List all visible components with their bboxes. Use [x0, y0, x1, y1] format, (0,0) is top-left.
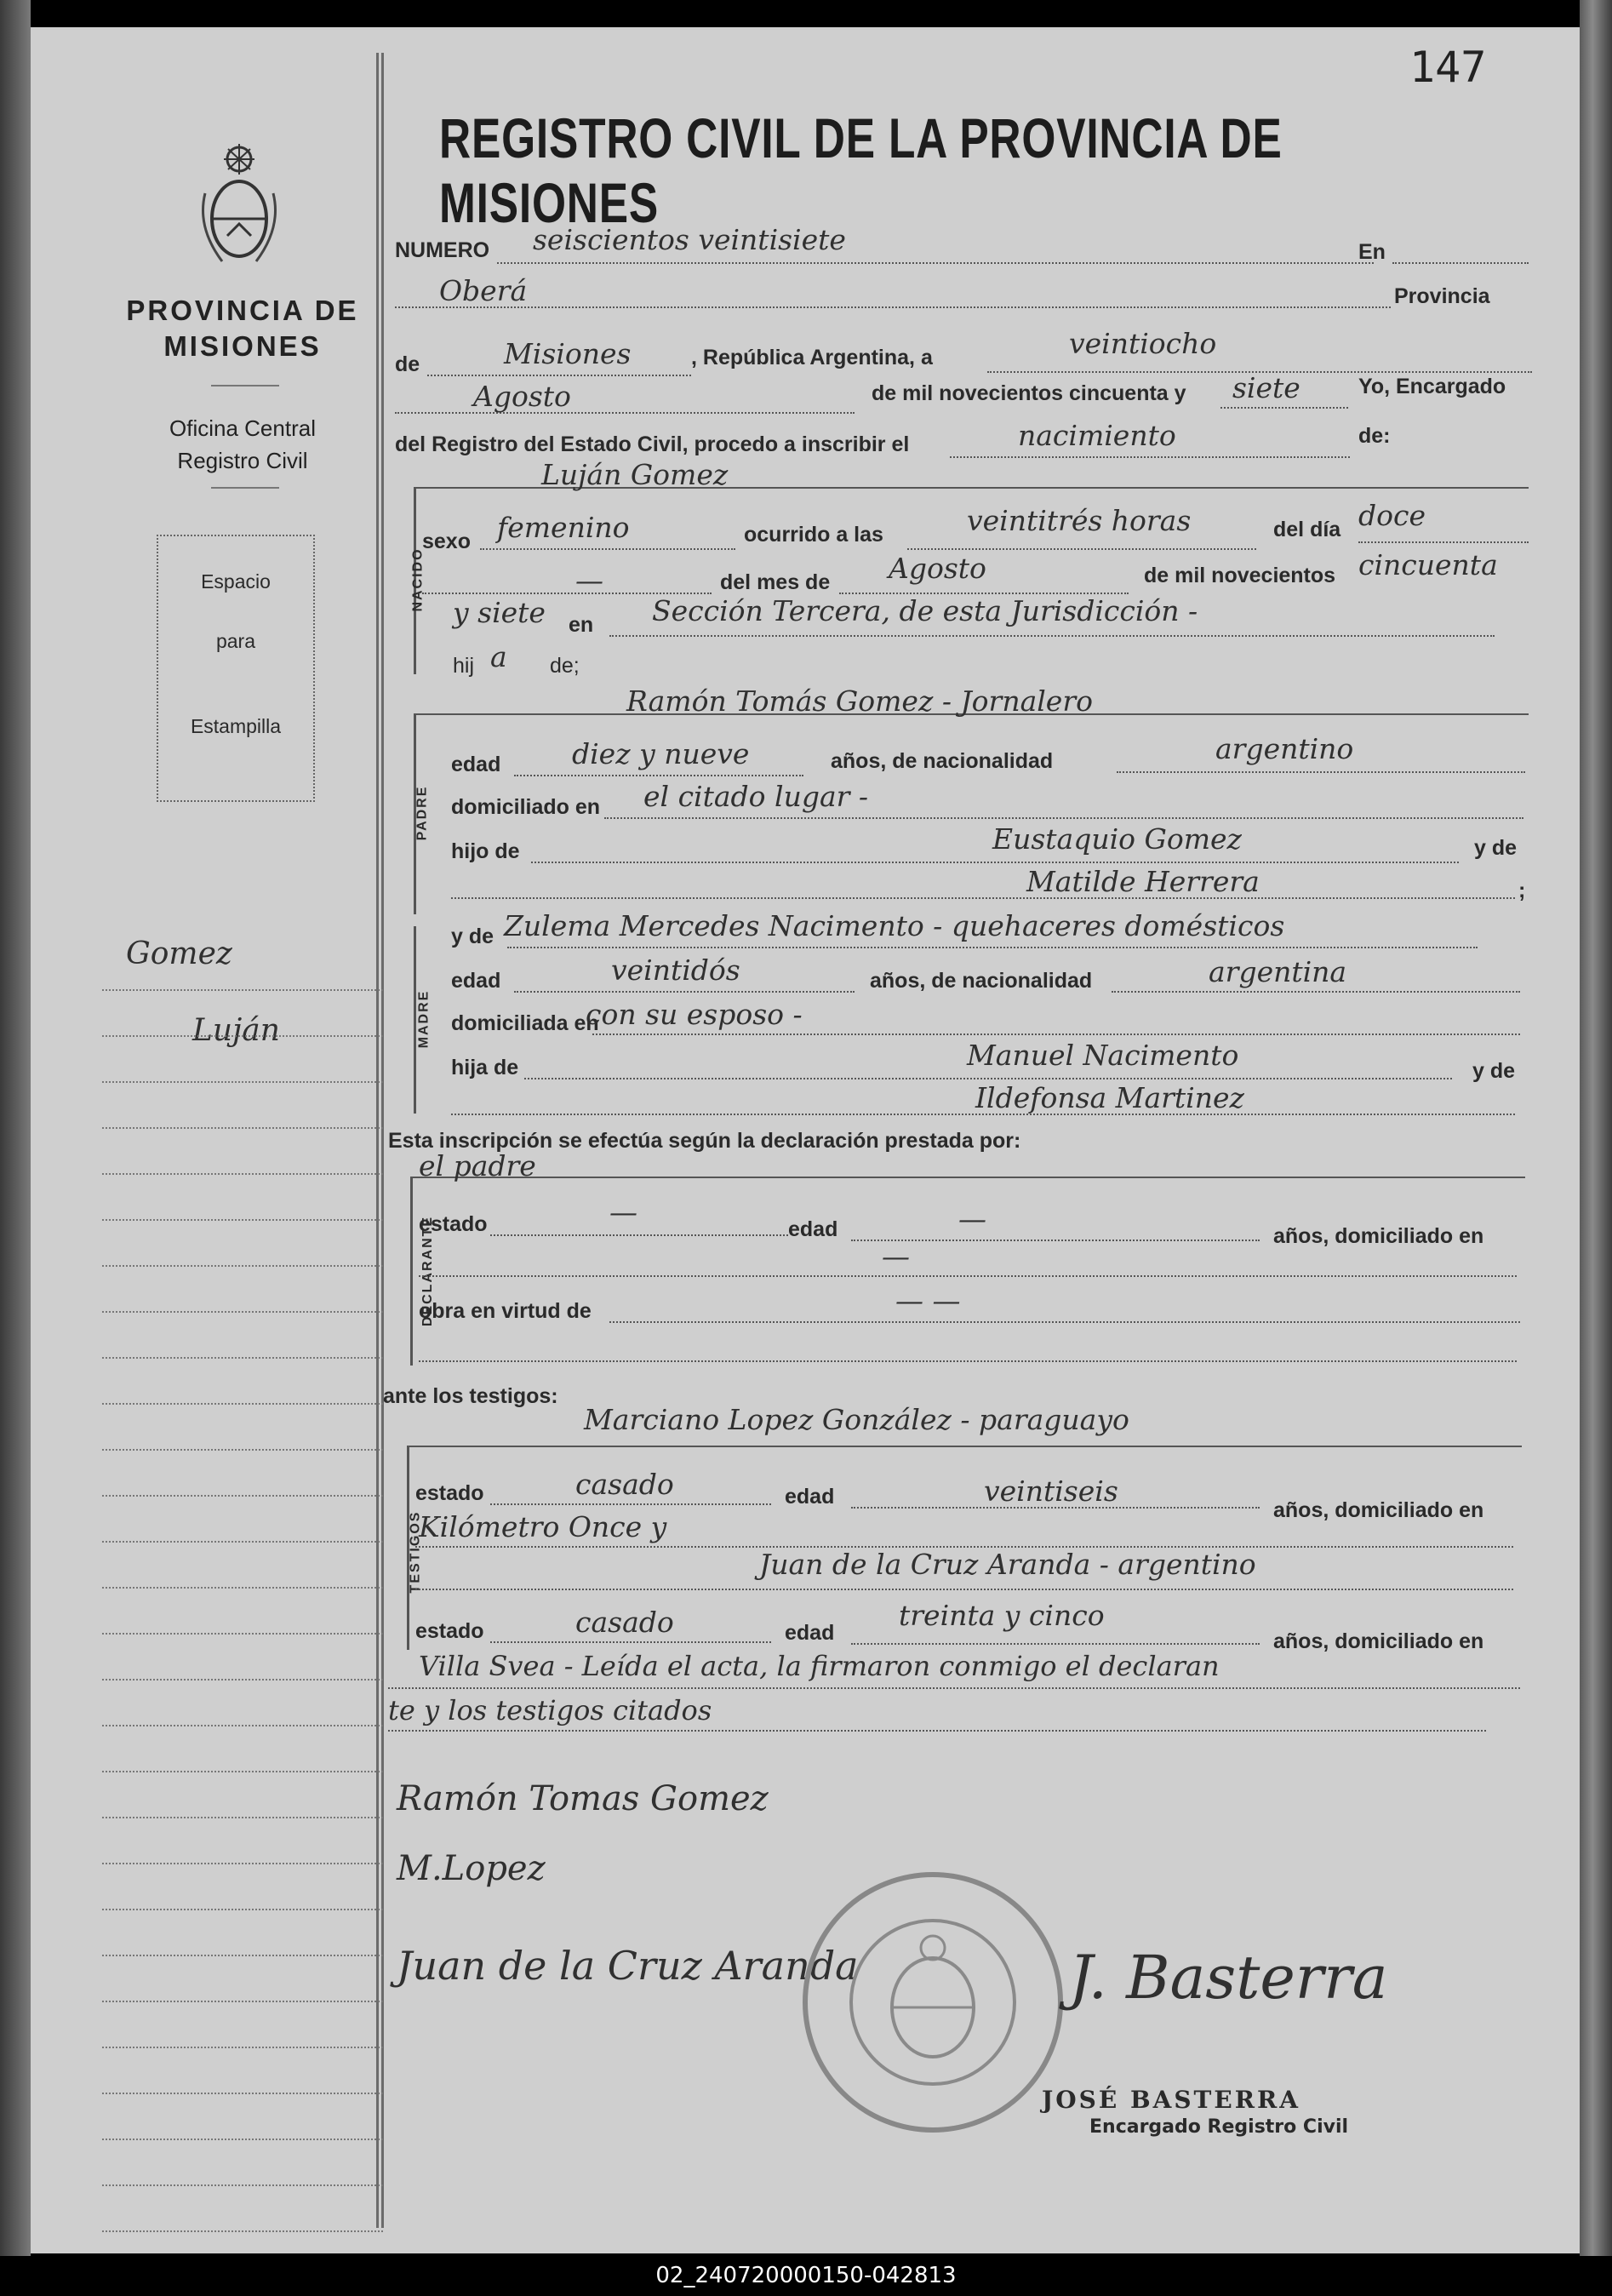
birth-day: doce	[1358, 499, 1426, 532]
witness-1-name: Marciano Lopez González - paraguayo	[584, 1403, 1129, 1436]
province-line-1: PROVINCIA DE	[126, 295, 359, 326]
label-estado-declarante: estado	[419, 1212, 488, 1236]
child-name: Luján Gomez	[541, 458, 729, 491]
label-edad-w1: edad	[785, 1485, 835, 1509]
signature-witness-1: M.Lopez	[397, 1849, 546, 1888]
label-hijo-de: hijo de	[451, 839, 520, 863]
divider	[211, 487, 279, 489]
birth-hour: veintitrés horas	[967, 504, 1192, 537]
act-type: nacimiento	[1018, 419, 1176, 452]
label-hij: hij	[453, 654, 475, 678]
father-name: Ramón Tomás Gomez - Jornalero	[626, 684, 1093, 718]
label-en-place: en	[569, 613, 594, 637]
margin-line	[102, 1541, 383, 1543]
margin-line	[102, 1587, 383, 1589]
province-heading	[102, 293, 383, 364]
label-anios-declarante: años, domiciliado en	[1273, 1224, 1484, 1248]
witness-1-estado: casado	[575, 1468, 674, 1501]
child-sex: femenino	[497, 511, 630, 544]
declarant-name: el padre	[419, 1149, 536, 1182]
margin-line	[102, 1955, 383, 1956]
margin-given-name: Luján	[192, 1013, 280, 1048]
day-dash: —	[575, 564, 603, 597]
margin-surname: Gomez	[126, 936, 232, 971]
semicolon: ;	[1518, 879, 1526, 902]
section-label-padre: PADRE	[414, 785, 430, 841]
maternal-grandfather: Manuel Nacimento	[967, 1039, 1239, 1072]
obra-value: — —	[895, 1284, 961, 1317]
province-line-2: MISIONES	[163, 330, 322, 362]
label-obra: obra en virtud de	[419, 1299, 592, 1323]
margin-line	[102, 1081, 383, 1083]
label-declaracion: Esta inscripción se efectúa según la declaración prestada por:	[388, 1129, 1021, 1153]
margin-line	[102, 1403, 383, 1405]
official-seal	[797, 1866, 1069, 2139]
city: Oberá	[439, 274, 528, 307]
margin-line	[102, 1173, 383, 1175]
registration-year: siete	[1232, 371, 1300, 404]
margin-line	[102, 2093, 383, 2094]
father-age: diez y nueve	[572, 737, 750, 770]
label-testigos: ante los testigos:	[383, 1384, 558, 1408]
paternal-grandfather: Eustaquio Gomez	[992, 822, 1242, 856]
margin-line	[102, 1127, 383, 1129]
label-anios-padre: años, de nacionalidad	[831, 749, 1054, 773]
province: Misiones	[504, 337, 632, 370]
stamp-label-1: Espacio	[201, 570, 271, 593]
document-page	[31, 27, 1580, 2253]
margin-line	[102, 2230, 383, 2232]
label-hija-de: hija de	[451, 1056, 519, 1079]
label-de-colon: de:	[1358, 424, 1391, 448]
stamp-space-box	[157, 535, 315, 802]
signature-declarant: Ramón Tomas Gomez	[397, 1779, 769, 1818]
margin-rule	[376, 53, 379, 2228]
witness-2-address: Villa Svea - Leída el acta, la firmaron conmigo el declaran	[419, 1650, 1220, 1682]
declarant-edad: —	[958, 1202, 986, 1235]
official-title: Encargado Registro Civil	[1089, 2116, 1349, 2138]
official-name: JOSÉ BASTERRA	[1042, 2086, 1301, 2114]
margin-line	[102, 1495, 383, 1497]
label-y-de-madre-2: y de	[1472, 1059, 1516, 1083]
birth-month: Agosto	[889, 552, 986, 585]
margin-line	[102, 1449, 383, 1451]
margin-line	[102, 1771, 383, 1772]
label-edad-madre: edad	[451, 969, 501, 993]
label-del-registro: del Registro del Estado Civil, procedo a inscribir el	[395, 432, 910, 456]
label-de: de	[395, 352, 420, 376]
closing-statement: te y los testigos citados	[388, 1694, 712, 1726]
label-anios-w2: años, domiciliado en	[1273, 1629, 1484, 1653]
label-y-de-madre: y de	[451, 925, 494, 948]
margin-line	[102, 2047, 383, 2048]
book-left-edge	[0, 0, 31, 2256]
margin-line	[102, 2184, 383, 2186]
margin-line	[102, 1219, 383, 1221]
margin-line	[102, 1265, 383, 1267]
label-sexo: sexo	[422, 530, 471, 553]
page-title: REGISTRO CIVIL DE LA PROVINCIA DE MISIONES	[439, 106, 1283, 234]
act-number: seiscientos veintisiete	[533, 223, 846, 256]
maternal-grandmother: Ildefonsa Martinez	[975, 1081, 1244, 1114]
witness-1-edad: veintiseis	[984, 1474, 1118, 1508]
office-line-2: Registro Civil	[177, 448, 308, 473]
witness-2-estado: casado	[575, 1606, 674, 1639]
margin-line	[102, 1357, 383, 1359]
label-numero: NUMERO	[395, 238, 490, 262]
label-yo-encargado: Yo, Encargado	[1358, 375, 1506, 398]
witness-1-address: Kilómetro Once y	[419, 1510, 667, 1543]
label-estado-w1: estado	[415, 1481, 484, 1505]
official-signature: J. Basterra	[1069, 1943, 1388, 2013]
label-de-mil: de mil novecientos	[1144, 564, 1336, 587]
father-nationality: argentino	[1215, 732, 1354, 765]
label-domiciliada: domiciliada en	[451, 1011, 599, 1035]
margin-line	[102, 1817, 383, 1818]
birth-year-a: cincuenta	[1358, 548, 1498, 581]
stamp-label-2: para	[215, 630, 256, 652]
book-binding	[1580, 0, 1612, 2256]
declarant-dash: —	[882, 1240, 910, 1273]
office-heading	[102, 412, 383, 477]
margin-line	[102, 2001, 383, 2002]
father-address: el citado lugar -	[643, 780, 869, 813]
margin-line	[102, 989, 383, 991]
label-estado-w2: estado	[415, 1619, 484, 1643]
office-line-1: Oficina Central	[169, 415, 316, 441]
margin-line	[102, 1035, 383, 1037]
section-label-madre: MADRE	[416, 989, 432, 1049]
mother-nationality: argentina	[1209, 955, 1347, 988]
label-ocurrido: ocurrido a las	[744, 523, 883, 547]
registration-day: veintiocho	[1069, 327, 1217, 360]
label-edad-w2: edad	[785, 1621, 835, 1645]
margin-line	[102, 1863, 383, 1864]
margin-line	[102, 1633, 383, 1635]
label-republica: , República Argentina, a	[691, 346, 933, 369]
section-label-nacido: NACIDO	[410, 547, 426, 612]
paternal-grandmother: Matilde Herrera	[1026, 865, 1260, 898]
label-edad-padre: edad	[451, 753, 501, 776]
margin-line	[102, 1909, 383, 1910]
section-label-testigos: TESTIGOS	[408, 1510, 423, 1594]
margin-line	[102, 2139, 383, 2140]
label-en: En	[1358, 240, 1386, 264]
label-anios-w1: años, domiciliado en	[1273, 1498, 1484, 1522]
label-del-mes: del mes de	[720, 570, 831, 594]
margin-line	[102, 1311, 383, 1313]
birth-year-b: y siete	[453, 596, 546, 629]
mother-name: Zulema Mercedes Nacimento - quehaceres domésticos	[504, 909, 1285, 942]
margin-line	[102, 1725, 383, 1726]
label-anios-madre: años, de nacionalidad	[870, 969, 1093, 993]
label-edad-declarante: edad	[788, 1217, 838, 1241]
witness-2-name: Juan de la Cruz Aranda - argentino	[759, 1548, 1256, 1581]
margin-rule	[381, 53, 384, 2228]
label-mil-novecientos: de mil novecientos cincuenta y	[872, 381, 1186, 405]
label-del-dia: del día	[1273, 518, 1341, 541]
witness-2-edad: treinta y cinco	[899, 1599, 1105, 1632]
label-de-semicolon: de;	[550, 654, 580, 678]
section-label-declarante: DECLARANTE	[420, 1215, 436, 1327]
signature-witness-2: Juan de la Cruz Aranda	[397, 1943, 859, 1989]
label-y-de-padre: y de	[1474, 836, 1518, 860]
divider	[211, 385, 279, 386]
stamp-label-3: Estampilla	[190, 715, 282, 737]
hij-suffix: a	[490, 640, 507, 673]
birth-place: Sección Tercera, de esta Jurisdicción -	[652, 594, 1198, 627]
mother-age: veintidós	[611, 953, 740, 987]
declarant-estado: —	[609, 1195, 637, 1228]
footer-code: 02_240720000150-042813	[0, 2256, 1612, 2296]
margin-line	[102, 1679, 383, 1680]
page-number: 147	[1409, 43, 1487, 92]
label-domiciliado: domiciliado en	[451, 795, 601, 819]
label-provincia: Provincia	[1394, 284, 1490, 308]
mother-address: con su esposo -	[586, 998, 803, 1031]
coat-of-arms-icon	[197, 142, 282, 270]
registration-month: Agosto	[473, 380, 571, 413]
